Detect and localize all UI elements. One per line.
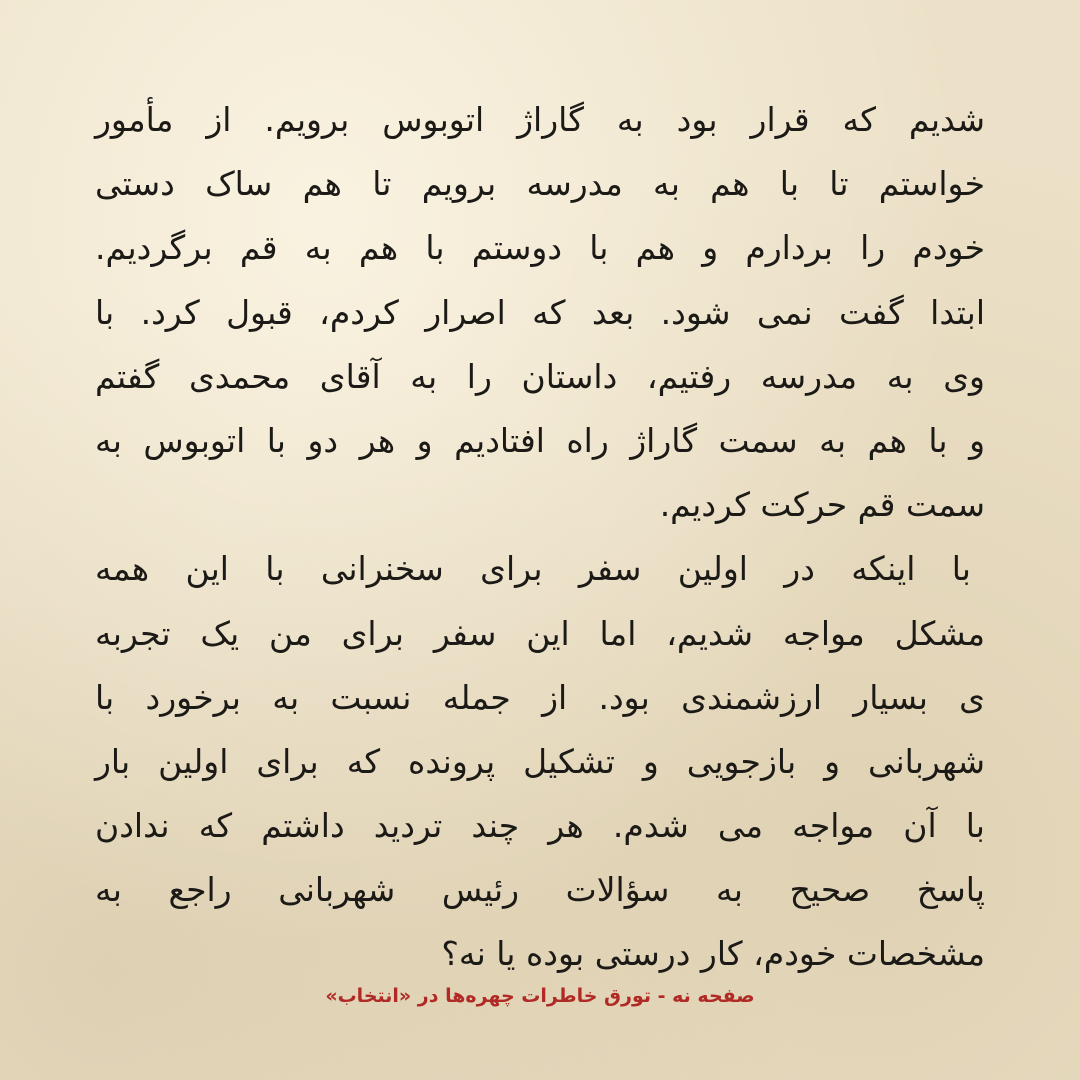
text-line: وی به مدرسه رفتیم، داستان را به آقای محمدی گفتم xyxy=(95,356,985,396)
memoir-text xyxy=(95,88,985,987)
text-line: ی بسیار ارزشمندی بود. از جمله نسبت به برخورد با xyxy=(95,677,985,717)
text-line: خواستم تا با هم به مدرسه برویم تا هم ساک دستی xyxy=(95,164,985,204)
text-line: ابتدا گفت نمی شود. بعد که اصرار کردم، قبول کرد. با xyxy=(95,292,985,332)
text-line: با اینکه در اولین سفر برای سخنرانی با این همه xyxy=(95,549,971,589)
text-line: شهربانی و بازجویی و تشکیل پرونده که برای اولین بار xyxy=(95,741,985,781)
text-line: مشخصات خودم، کار درستی بوده یا نه؟ xyxy=(441,934,985,974)
text-line: با آن مواجه می شدم. هر چند تردید داشتم که ندادن xyxy=(95,806,985,846)
text-line: مشکل مواجه شدیم، اما این سفر برای من یک تجربه xyxy=(95,613,985,653)
text-line: شدیم که قرار بود به گاراژ اتوبوس برویم. از مأمور xyxy=(95,100,985,139)
text-line: پاسخ صحیح به سؤالات رئیس شهربانی راجع به xyxy=(95,870,985,910)
text-line: خودم را بردارم و هم با دوستم با هم به قم برگردیم. xyxy=(95,228,985,268)
text-line: و با هم به سمت گاراژ راه افتادیم و هر دو با اتوبوس به xyxy=(95,420,985,460)
footer-caption: صفحه نه - تورق خاطرات چهره‌ها در «انتخاب» xyxy=(325,985,755,1007)
text-line: سمت قم حرکت کردیم. xyxy=(659,485,985,525)
